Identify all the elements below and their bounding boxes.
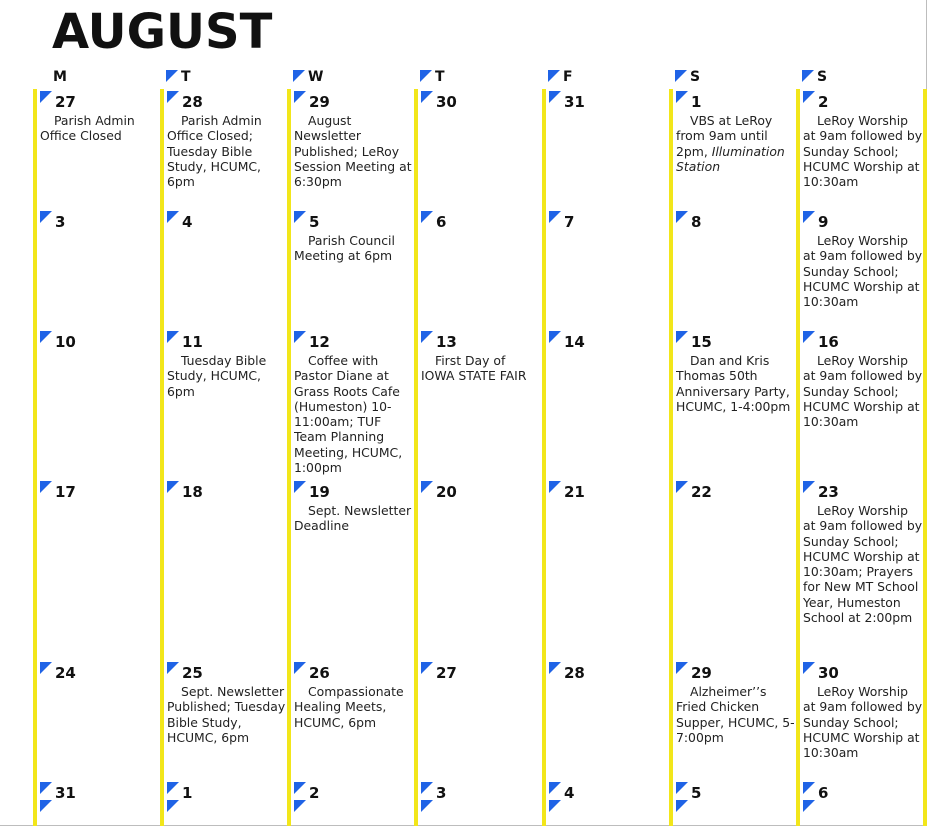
corner-marker-icon bbox=[803, 800, 815, 812]
corner-marker-icon bbox=[40, 331, 52, 343]
day-cell[interactable] bbox=[803, 660, 923, 780]
corner-marker-icon bbox=[802, 70, 814, 82]
corner-marker-icon bbox=[167, 662, 179, 674]
event-text bbox=[803, 113, 923, 189]
corner-marker-icon bbox=[421, 481, 433, 493]
corner-marker-icon bbox=[676, 91, 688, 103]
event-text-main: Tuesday Bible Study, HCUMC, 6pm bbox=[167, 353, 267, 399]
calendar-grid bbox=[0, 89, 934, 826]
corner-marker-icon bbox=[294, 782, 306, 794]
weekday-label: M bbox=[53, 69, 67, 85]
corner-marker-icon bbox=[548, 70, 560, 82]
day-cell[interactable] bbox=[676, 479, 796, 660]
corner-marker-icon bbox=[676, 481, 688, 493]
event-text bbox=[803, 684, 923, 760]
day-cell[interactable] bbox=[803, 89, 923, 209]
event-text bbox=[421, 353, 541, 384]
event-text bbox=[803, 233, 923, 309]
day-number: 11 bbox=[182, 333, 203, 351]
corner-marker-icon bbox=[294, 800, 306, 812]
corner-marker-icon bbox=[420, 70, 432, 82]
corner-marker-icon bbox=[803, 91, 815, 103]
event-text-main: Alzheimer’’s Fried Chicken Supper, HCUMC, 5-7:00pm bbox=[676, 684, 795, 745]
day-number: 1 bbox=[691, 93, 702, 111]
day-cell[interactable] bbox=[803, 780, 923, 826]
day-number: 28 bbox=[182, 93, 203, 111]
corner-marker-icon bbox=[40, 91, 52, 103]
weekday-label: T bbox=[181, 69, 191, 85]
day-number: 30 bbox=[818, 664, 839, 682]
event-text bbox=[803, 503, 923, 625]
day-number: 4 bbox=[182, 213, 193, 231]
day-number: 9 bbox=[818, 213, 829, 231]
event-text-main: Parish Admin Office Closed; Tuesday Bible Study, HCUMC, 6pm bbox=[167, 113, 262, 190]
corner-marker-icon bbox=[676, 800, 688, 812]
day-number: 29 bbox=[691, 664, 712, 682]
day-cell[interactable] bbox=[676, 89, 796, 209]
corner-marker-icon bbox=[40, 782, 52, 794]
day-cell[interactable] bbox=[167, 209, 287, 329]
day-cell[interactable] bbox=[676, 209, 796, 329]
corner-marker-icon bbox=[803, 331, 815, 343]
event-text-main: August Newsletter Published; LeRoy Session Meeting at 6:30pm bbox=[294, 113, 412, 190]
day-number: 27 bbox=[55, 93, 76, 111]
corner-marker-icon bbox=[40, 662, 52, 674]
corner-marker-icon bbox=[549, 800, 561, 812]
day-cell[interactable] bbox=[421, 329, 541, 479]
event-text bbox=[676, 113, 796, 174]
day-number: 18 bbox=[182, 483, 203, 501]
weekday-label: T bbox=[435, 69, 445, 85]
corner-marker-icon bbox=[167, 331, 179, 343]
event-text bbox=[294, 353, 414, 475]
day-number: 13 bbox=[436, 333, 457, 351]
day-number: 29 bbox=[309, 93, 330, 111]
corner-marker-icon bbox=[421, 800, 433, 812]
corner-marker-icon bbox=[40, 481, 52, 493]
event-text-main: First Day of IOWA STATE FAIR bbox=[421, 353, 527, 384]
day-cell[interactable] bbox=[294, 89, 414, 209]
corner-marker-icon bbox=[549, 782, 561, 794]
day-number: 4 bbox=[564, 784, 575, 802]
weekday-label: S bbox=[817, 69, 828, 85]
corner-marker-icon bbox=[549, 91, 561, 103]
event-text bbox=[294, 503, 414, 534]
day-cell[interactable] bbox=[167, 780, 287, 826]
event-text-main: LeRoy Worship at 9am followed by Sunday School; HCUMC Worship at 10:30am bbox=[803, 113, 923, 190]
event-text bbox=[294, 684, 414, 730]
event-text-main: Parish Admin Office Closed bbox=[40, 113, 135, 144]
day-number: 3 bbox=[436, 784, 447, 802]
day-number: 8 bbox=[691, 213, 702, 231]
day-cell[interactable] bbox=[803, 209, 923, 329]
day-number: 28 bbox=[564, 664, 585, 682]
corner-marker-icon bbox=[421, 782, 433, 794]
day-cell[interactable] bbox=[40, 329, 160, 479]
day-cell[interactable] bbox=[803, 479, 923, 660]
day-cell[interactable] bbox=[803, 329, 923, 479]
event-text bbox=[294, 233, 414, 264]
event-text bbox=[40, 113, 160, 144]
day-cell[interactable] bbox=[40, 660, 160, 780]
event-text-main: LeRoy Worship at 9am followed by Sunday School; HCUMC Worship at 10:30am bbox=[803, 684, 923, 761]
day-cell[interactable] bbox=[40, 89, 160, 209]
corner-marker-icon bbox=[167, 481, 179, 493]
day-cell[interactable] bbox=[676, 660, 796, 780]
day-number: 6 bbox=[436, 213, 447, 231]
day-number: 23 bbox=[818, 483, 839, 501]
corner-marker-icon bbox=[421, 331, 433, 343]
day-cell[interactable] bbox=[294, 780, 414, 826]
day-cell[interactable] bbox=[549, 780, 669, 826]
corner-marker-icon bbox=[549, 331, 561, 343]
day-number: 3 bbox=[55, 213, 66, 231]
event-text bbox=[167, 353, 287, 399]
day-number: 6 bbox=[818, 784, 829, 802]
corner-marker-icon bbox=[40, 211, 52, 223]
day-cell[interactable] bbox=[167, 89, 287, 209]
day-number: 10 bbox=[55, 333, 76, 351]
corner-marker-icon bbox=[166, 70, 178, 82]
day-cell[interactable] bbox=[167, 329, 287, 479]
event-text-main: Dan and Kris Thomas 50th Anniversary Party, HCUMC, 1-4:00pm bbox=[676, 353, 791, 414]
corner-marker-icon bbox=[294, 331, 306, 343]
day-number: 21 bbox=[564, 483, 585, 501]
day-number: 1 bbox=[182, 784, 193, 802]
day-cell[interactable] bbox=[421, 89, 541, 209]
corner-marker-icon bbox=[803, 211, 815, 223]
event-text bbox=[167, 684, 287, 745]
corner-marker-icon bbox=[293, 70, 305, 82]
corner-marker-icon bbox=[549, 662, 561, 674]
event-text-main: Coffee with Pastor Diane at Grass Roots Cafe (Humeston) 10-11:00am; TUF Team Planning Meeting, HCUMC, 1:00pm bbox=[294, 353, 403, 476]
corner-marker-icon bbox=[676, 211, 688, 223]
day-number: 12 bbox=[309, 333, 330, 351]
corner-marker-icon bbox=[294, 211, 306, 223]
weekday-label: F bbox=[563, 69, 573, 85]
day-cell[interactable] bbox=[549, 89, 669, 209]
day-cell[interactable] bbox=[549, 479, 669, 660]
event-text-main: Sept. Newsletter Published; Tuesday Bible Study, HCUMC, 6pm bbox=[167, 684, 286, 745]
event-text bbox=[676, 684, 796, 745]
day-number: 31 bbox=[564, 93, 585, 111]
event-text bbox=[294, 113, 414, 189]
day-number: 14 bbox=[564, 333, 585, 351]
day-number: 22 bbox=[691, 483, 712, 501]
corner-marker-icon bbox=[167, 91, 179, 103]
day-cell[interactable] bbox=[676, 780, 796, 826]
weekday-header-row bbox=[0, 66, 934, 88]
corner-marker-icon bbox=[549, 211, 561, 223]
day-cell[interactable] bbox=[421, 209, 541, 329]
day-cell[interactable] bbox=[294, 209, 414, 329]
corner-marker-icon bbox=[421, 662, 433, 674]
corner-marker-icon bbox=[294, 91, 306, 103]
day-number: 27 bbox=[436, 664, 457, 682]
day-number: 26 bbox=[309, 664, 330, 682]
day-number: 15 bbox=[691, 333, 712, 351]
corner-marker-icon bbox=[676, 331, 688, 343]
corner-marker-icon bbox=[294, 481, 306, 493]
corner-marker-icon bbox=[676, 782, 688, 794]
day-cell[interactable] bbox=[40, 780, 160, 826]
day-cell[interactable] bbox=[421, 660, 541, 780]
weekday-label: W bbox=[308, 69, 324, 85]
event-text-main: LeRoy Worship at 9am followed by Sunday School; HCUMC Worship at 10:30am bbox=[803, 353, 923, 430]
day-cell[interactable] bbox=[549, 660, 669, 780]
corner-marker-icon bbox=[421, 91, 433, 103]
corner-marker-icon bbox=[167, 800, 179, 812]
day-cell[interactable] bbox=[294, 479, 414, 660]
event-text-main: VBS at LeRoy from 9am until 2pm, bbox=[676, 113, 773, 159]
event-text-main: Parish Council Meeting at 6pm bbox=[294, 233, 395, 264]
day-cell[interactable] bbox=[549, 209, 669, 329]
day-number: 16 bbox=[818, 333, 839, 351]
event-text bbox=[676, 353, 796, 414]
day-number: 20 bbox=[436, 483, 457, 501]
event-text-main: LeRoy Worship at 9am followed by Sunday School; HCUMC Worship at 10:30am bbox=[803, 233, 923, 310]
event-text-main: Sept. Newsletter Deadline bbox=[294, 503, 412, 534]
day-number: 5 bbox=[691, 784, 702, 802]
day-number: 25 bbox=[182, 664, 203, 682]
day-cell[interactable] bbox=[40, 479, 160, 660]
day-number: 30 bbox=[436, 93, 457, 111]
day-cell[interactable] bbox=[167, 479, 287, 660]
day-cell[interactable] bbox=[294, 329, 414, 479]
event-text bbox=[803, 353, 923, 429]
event-text-main: LeRoy Worship at 9am followed by Sunday School; HCUMC Worship at 10:30am; Prayers for New MT School Year, Humeston School at 2:00pm bbox=[803, 503, 923, 626]
event-text-main: Compassionate Healing Meets, HCUMC, 6pm bbox=[294, 684, 404, 730]
day-cell[interactable] bbox=[549, 329, 669, 479]
corner-marker-icon bbox=[294, 662, 306, 674]
corner-marker-icon bbox=[803, 481, 815, 493]
corner-marker-icon bbox=[676, 662, 688, 674]
day-cell[interactable] bbox=[167, 660, 287, 780]
day-cell[interactable] bbox=[421, 780, 541, 826]
day-number: 24 bbox=[55, 664, 76, 682]
day-cell[interactable] bbox=[421, 479, 541, 660]
day-number: 31 bbox=[55, 784, 76, 802]
weekday-label: S bbox=[690, 69, 701, 85]
corner-marker-icon bbox=[803, 782, 815, 794]
corner-marker-icon bbox=[167, 211, 179, 223]
month-title: AUGUST bbox=[52, 4, 273, 60]
corner-marker-icon bbox=[675, 70, 687, 82]
day-number: 19 bbox=[309, 483, 330, 501]
event-text bbox=[167, 113, 287, 189]
corner-marker-icon bbox=[803, 662, 815, 674]
corner-marker-icon bbox=[549, 481, 561, 493]
event-text-italic: Illumination Station bbox=[676, 143, 785, 174]
day-number: 2 bbox=[818, 93, 829, 111]
day-cell[interactable] bbox=[40, 209, 160, 329]
day-cell[interactable] bbox=[676, 329, 796, 479]
day-number: 7 bbox=[564, 213, 575, 231]
day-number: 5 bbox=[309, 213, 320, 231]
corner-marker-icon bbox=[167, 782, 179, 794]
corner-marker-icon bbox=[40, 800, 52, 812]
day-cell[interactable] bbox=[294, 660, 414, 780]
corner-marker-icon bbox=[421, 211, 433, 223]
day-number: 17 bbox=[55, 483, 76, 501]
day-number: 2 bbox=[309, 784, 320, 802]
